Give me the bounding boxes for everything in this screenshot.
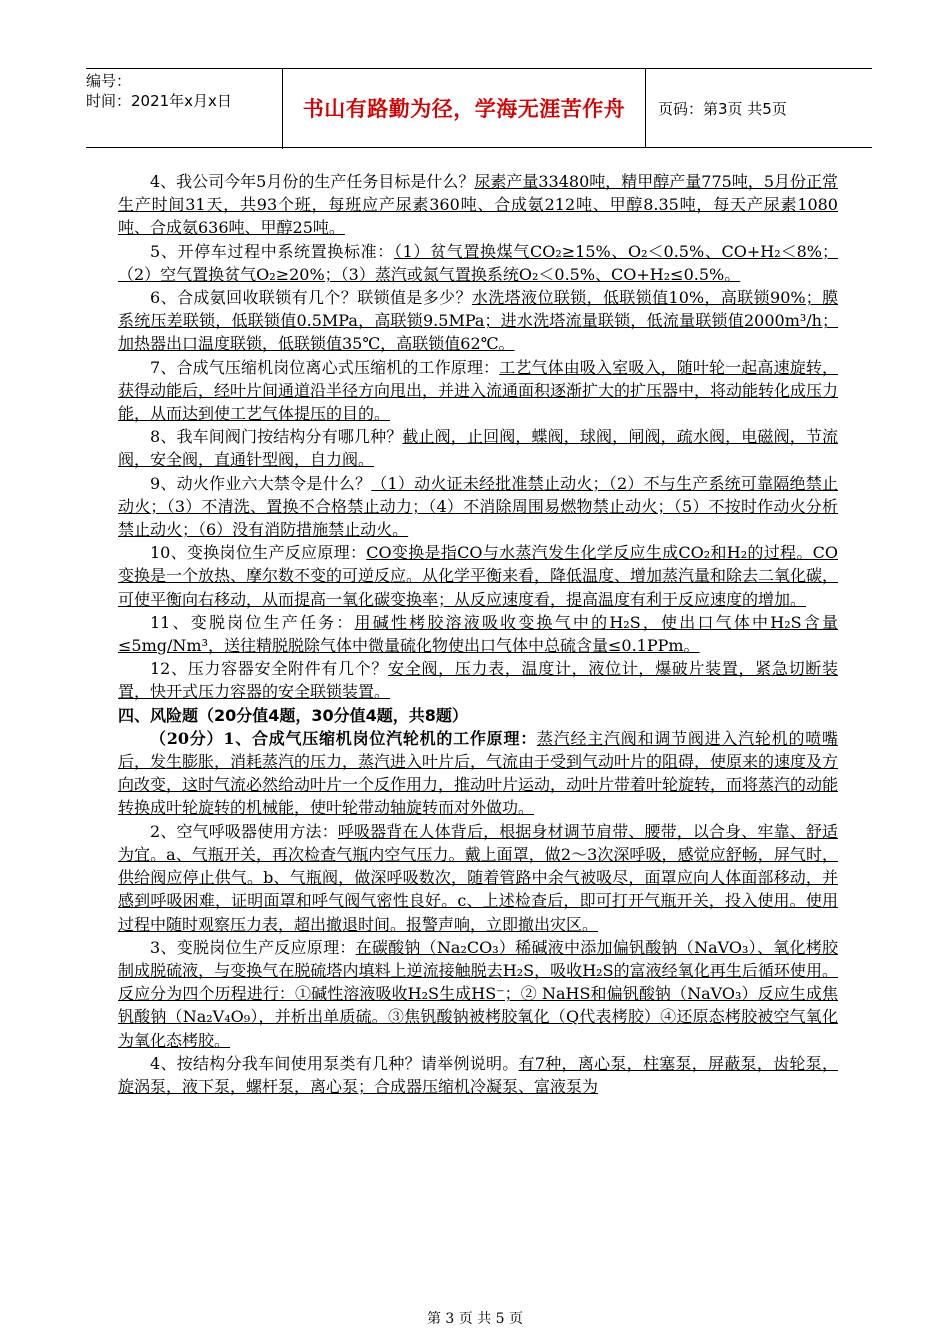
question-9	[118, 472, 838, 542]
question-7	[118, 356, 838, 426]
question-11	[118, 611, 838, 657]
header-meta	[86, 69, 283, 149]
section-title: 四、风险题（20分值4题，30分值4题，共8题）	[118, 705, 468, 725]
score-prefix: （20分）	[150, 728, 224, 748]
header-page-info: 页码：第3页 共5页	[658, 99, 787, 118]
answer-text: 截止阀，止回阀，蝶阀，球阀，闸阀，疏水阀，电磁阀，节流阀，安全阀，直通针型阀，自力阀。	[118, 427, 838, 470]
question-10	[118, 541, 838, 611]
answer-text: 尿素产量33480吨，精甲醇产量775吨，5月份正常生产时间31天，共93个班，每班应产尿素360吨、合成氨212吨、甲醇8.35吨，每天产尿素1080吨、合成氨636吨、甲醇25吨。	[118, 172, 838, 238]
page-header	[86, 68, 872, 148]
header-motto: 书山有路勤为径，学海无涯苦作舟	[283, 69, 646, 147]
risk-question-4	[118, 1052, 838, 1098]
question-text: 11、变脱岗位生产任务：	[150, 612, 355, 632]
question-text: 5、开停车过程中系统置换标准：	[150, 241, 394, 261]
risk-question-3	[118, 936, 838, 1052]
answer-text: 在碳酸钠（Na₂CO₃）稀碱液中添加偏钒酸钠（NaVO₃）、氧化栲胶制成脱硫液，与变换气在脱硫塔内填料上逆流接触脱去H₂S，吸收H₂S的富液经氧化再生后循环使用。反应分为四个历程进行：①碱性溶液吸收H₂S生成HS⁻；② NaHS和偏钒酸钠（NaVO₃）反应生成焦钒酸钠（Na₂V₄O₉），并析出单质硫。③焦钒酸钠被栲胶氧化（Q代表栲胶）④还原态栲胶被空气氧化为氧化态栲胶。	[118, 937, 838, 1050]
question-text: 4、按结构分我车间使用泵类有几种？请举例说明。	[150, 1053, 519, 1073]
answer-text: 用碱性栲胶溶液吸收变换气中的H₂S，使出口气体中H₂S含量≤5mg/Nm³，送往精脱脱除气体中微量硫化物使出口气体中总硫含量≤0.1PPm。	[118, 612, 838, 656]
answer-text: 水洗塔液位联锁，低联锁值10%，高联锁90%；膜系统压差联锁，低联锁值0.5MPa，高联锁9.5MPa；进水洗塔流量联锁，低流量联锁值2000m³/h；加热器出口温度联锁，低联锁值35℃，高联锁值62℃。	[118, 288, 838, 354]
answer-text: 安全阀，压力表，温度计，液位计，爆破片装置，紧急切断装置，快开式压力容器的安全联锁装置。	[118, 659, 838, 702]
answer-text: 蒸汽经主汽阀和调节阀进入汽轮机的喷嘴后，发生膨胀，消耗蒸汽的压力，蒸汽进入叶片后，气流由于受到气动叶片的阻碍，使原来的速度及方向改变，这时气流必然给动叶片一个反作用力，推动叶片运动，动叶片带着叶轮旋转，而将蒸汽的动能转换成叶轮旋转的机械能，使叶轮带动轴旋转而对外做功。	[118, 728, 839, 818]
question-4	[118, 170, 838, 240]
question-12	[118, 657, 838, 703]
document-date: 时间：2021年x月x日	[86, 92, 232, 110]
question-text: 9、动火作业六大禁令是什么？	[150, 473, 372, 493]
question-5	[118, 240, 838, 286]
question-text: 3、变脱岗位生产反应原理：	[150, 937, 356, 957]
question-text: 12、压力容器安全附件有几个？	[150, 659, 389, 679]
page-footer: 第 3 页 共 5 页	[426, 1311, 524, 1327]
question-text: 6、合成氨回收联锁有几个？联锁值是多少？	[150, 288, 472, 308]
document-body	[118, 170, 838, 1098]
risk-question-1	[118, 727, 838, 820]
answer-text: （1）动火证未经批准禁止动火；（2）不与生产系统可靠隔绝禁止动火；（3）不清洗、置换不合格禁止动力；（4）不消除周围易燃物禁止动火；（5）不按时作动火分析禁止动火；（6）没有消防措施禁止动火。	[118, 473, 838, 540]
question-text: 1、合成气压缩机岗位汽轮机的工作原理：	[223, 728, 537, 748]
question-text: 7、合成气压缩机岗位离心式压缩机的工作原理：	[150, 357, 500, 377]
risk-question-2	[118, 820, 838, 936]
answer-text: 工艺气体由吸入室吸入，随叶轮一起高速旋转，获得动能后，经叶片间通道沿半径方向甩出，并进入流通面积逐渐扩大的扩压器中，将动能转化成压力能，从而达到使工艺气体提压的目的。	[118, 357, 839, 424]
question-text: 4、我公司今年5月份的生产任务目标是什么？	[150, 172, 475, 191]
document-number: 编号：	[86, 72, 132, 90]
question-text: 10、变换岗位生产反应原理：	[150, 543, 367, 563]
question-text: 2、空气呼吸器使用方法：	[150, 821, 338, 841]
answer-text: 有7种，离心泵，柱塞泵，屏蔽泵，齿轮泵，旋涡泵，液下泵，螺杆泵，离心泵；合成器压缩机冷凝泵、富液泵为	[118, 1053, 838, 1096]
question-text: 8、我车间阀门按结构分有哪几种？	[150, 427, 403, 447]
question-6	[118, 286, 838, 356]
answer-text: 呼吸器背在人体背后，根据身材调节肩带、腰带，以合身、牢靠、舒适为宜。a、气瓶开关，再次检查气瓶内空气压力。戴上面罩，做2～3次深呼吸，感觉应舒畅，屏气时，供给阀应停止供气。b、气瓶阀，做深呼吸数次，随着管路中余气被吸尽，面罩应向人体面部移动，并感到呼吸困难，证明面罩和呼气阀气密性良好。c、上述检查后，即可打开气瓶开关，投入使用。使用过程中随时观察压力表，超出撤退时间。报警声响，立即撤出灾区。	[118, 821, 838, 934]
answer-text: （1）贫气置换煤气CO₂≥15%、O₂＜0.5%、CO+H₂＜8%；（2）空气置换贫气O₂≥20%；（3）蒸汽或氮气置换系统O₂＜0.5%、CO+H₂≤0.5%。	[118, 241, 838, 284]
question-8	[118, 425, 838, 471]
answer-text: CO变换是指CO与水蒸汽发生化学反应生成CO₂和H₂的过程。CO变换是一个放热、摩尔数不变的可逆反应。从化学平衡来看，降低温度、增加蒸汽量和除去二氧化碳，可使平衡向右移动，从而提高一氧化碳变换率；从反应速度看，提高温度有利于反应速度的增加。	[118, 543, 839, 609]
